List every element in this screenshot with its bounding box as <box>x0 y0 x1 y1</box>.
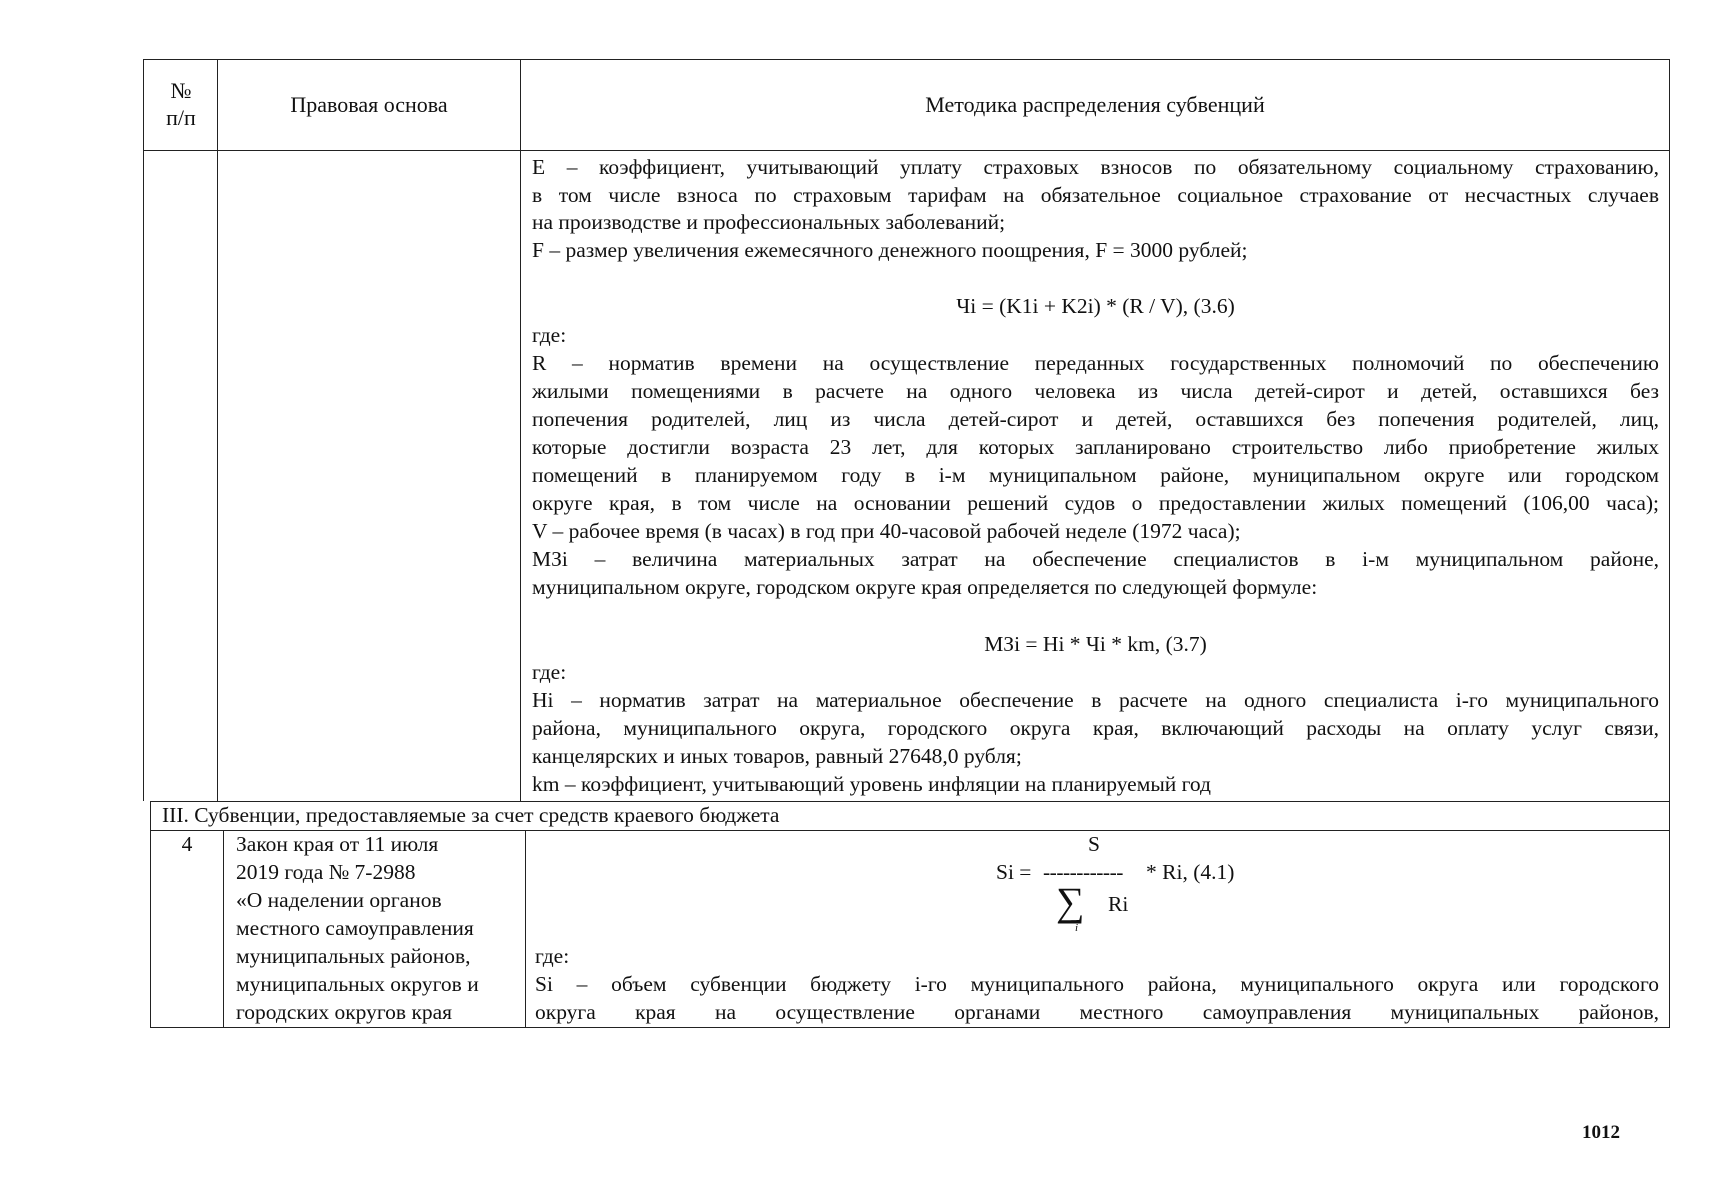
header-col-number <box>145 77 217 131</box>
text-line: E – коэффициент, учитывающий уплату страховых взносов по обязательному социальному страхованию, <box>532 155 1659 179</box>
formula-3-6: Чi = (K1i + K2i) * (R / V), (3.6) <box>956 294 1235 318</box>
formula-denominator: Ri <box>1108 892 1129 916</box>
col-divider-1 <box>217 59 218 801</box>
text-line: канцелярских и иных товаров, равный 27648,0 рубля; <box>532 744 1022 768</box>
text-line: округе края, в том числе на основании решений судов о предоставлении жилых помещений (106,00 часа); <box>532 491 1659 515</box>
text-line: km – коэффициент, учитывающий уровень инфляции на планируемый год <box>532 772 1211 796</box>
legal-basis-line: муниципальных районов, <box>236 944 471 968</box>
formula-numerator: S <box>1088 832 1100 856</box>
page-number: 1012 <box>1582 1122 1620 1143</box>
col-divider-1-lower <box>223 830 224 1027</box>
col-divider-2 <box>520 59 521 801</box>
text-line: района, муниципального округа, городского округа края, включающий расходы на оплату услуг связи, <box>532 716 1659 740</box>
table-right-border <box>1669 59 1670 1027</box>
text-line: V – рабочее время (в часах) в год при 40-часовой рабочей неделе (1972 часа); <box>532 519 1241 543</box>
text-line: на производстве и профессиональных заболеваний; <box>532 210 1006 234</box>
header-number-abbrev: п/п <box>166 105 196 130</box>
formula-3-7: МЗi = Hi * Чi * km, (3.7) <box>984 632 1207 656</box>
legal-basis-line: «О наделении органов <box>236 888 442 912</box>
header-bottom-border <box>143 150 1670 151</box>
legal-basis-line: 2019 года № 7-2988 <box>236 860 416 884</box>
sigma-symbol: ∑ <box>1056 879 1085 924</box>
legal-basis-line: городских округов края <box>236 1000 453 1024</box>
legal-basis-line: Закон края от 11 июля <box>236 832 439 856</box>
legal-basis-line: местного самоуправления <box>236 916 474 940</box>
text-line: МЗi – величина материальных затрат на обеспечение специалистов в i-м муниципальном районе, <box>532 547 1659 571</box>
section-heading: III. Субвенции, предоставляемые за счет средств краевого бюджета <box>162 803 780 827</box>
legal-basis-line: муниципальных округов и <box>236 972 479 996</box>
text-line: жилыми помещениями в расчете на одного человека из числа детей-сирот и детей, оставшихся без <box>532 379 1659 403</box>
text-line: где: <box>535 944 570 968</box>
text-line: в том числе взноса по страховым тарифам на обязательное социальное страхование от несчастных случаев <box>532 183 1659 207</box>
row-number: 4 <box>181 832 193 856</box>
formula-lhs: Si = <box>996 860 1032 884</box>
table-bottom-border <box>150 1027 1670 1028</box>
text-line: F – размер увеличения ежемесячного денежного поощрения, F = 3000 рублей; <box>532 238 1248 262</box>
text-line: где: <box>532 323 567 347</box>
table-left-border <box>143 59 144 801</box>
text-line: R – норматив времени на осуществление переданных государственных полномочий по обеспечению <box>532 351 1659 375</box>
header-col-methodology: Методика распределения субвенций <box>925 92 1265 117</box>
text-line: где: <box>532 660 567 684</box>
text-line: Hi – норматив затрат на материальное обеспечение в расчете на одного специалиста i-го муниципального <box>532 688 1659 712</box>
text-line: округа края на осуществление органами местного самоуправления муниципальных районов, <box>535 1000 1659 1024</box>
text-line: муниципальном округе, городском округе края определяется по следующей формуле: <box>532 575 1318 599</box>
header-col-legal-basis: Правовая основа <box>290 92 448 117</box>
formula-rhs: * Ri, (4.1) <box>1146 860 1235 884</box>
sigma-index: i <box>1075 922 1079 934</box>
text-line: Si – объем субвенции бюджету i-го муниципального района, муниципального округа или городского <box>535 972 1659 996</box>
table-top-border <box>143 59 1670 60</box>
text-line: помещений в планируемом году в i-м муниципальном районе, муниципальном округе или городском <box>532 463 1659 487</box>
formula-fraction-bar: ------------ <box>1043 860 1123 884</box>
text-line: попечения родителей, лиц из числа детей-сирот и детей, оставшихся без попечения родителей, лиц, <box>532 407 1659 431</box>
text-line: которые достигли возраста 23 лет, для которых запланировано строительство либо приобретение жилых <box>532 435 1659 459</box>
header-number-sign: № <box>170 78 192 103</box>
